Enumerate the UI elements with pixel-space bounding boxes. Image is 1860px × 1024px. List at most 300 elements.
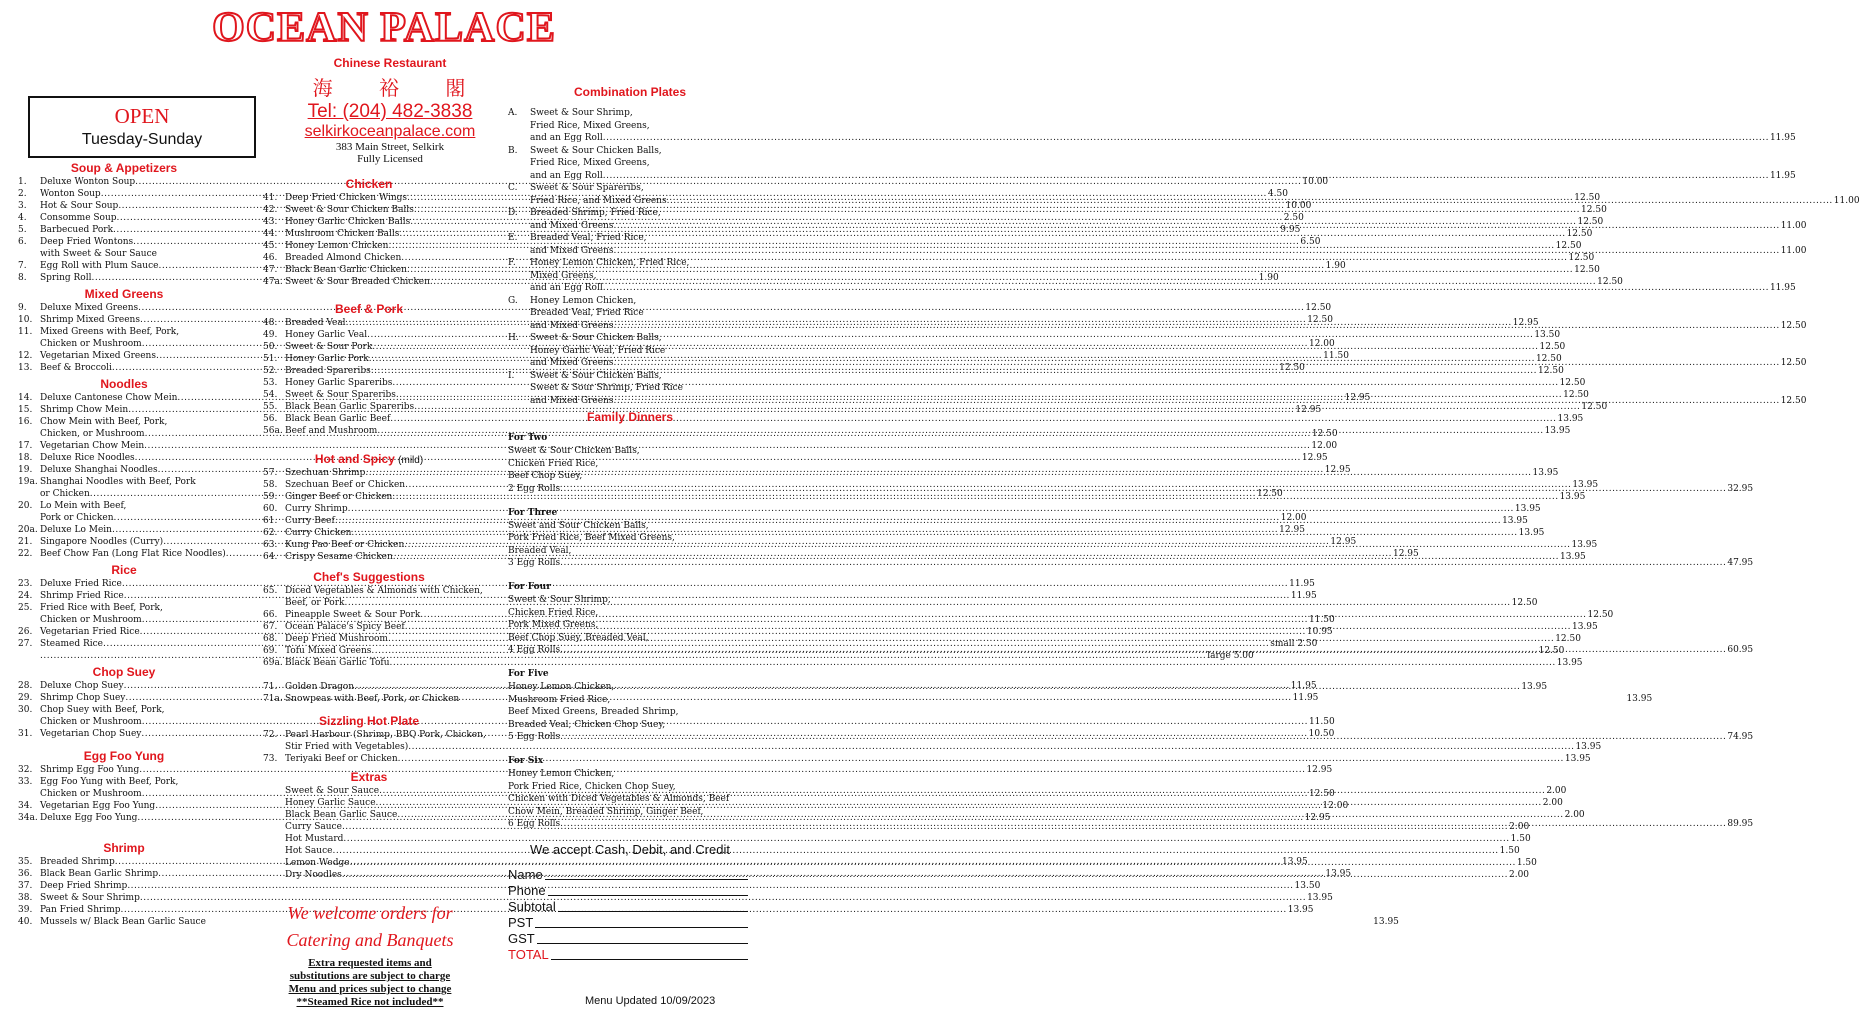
item-name: Mixed Greens with Beef, Pork, <box>40 327 180 337</box>
item-price: 2.00 <box>1546 786 1567 796</box>
leader-dots <box>613 357 1779 370</box>
item-price: 13.95 <box>1571 622 1598 632</box>
item-name: Beef, or Pork <box>285 598 345 608</box>
address: 383 Main Street, Selkirk <box>335 141 445 153</box>
total-field[interactable]: TOTAL <box>508 947 752 963</box>
section-heading: Chicken <box>345 177 393 191</box>
family-size: For Four <box>508 582 551 592</box>
note-line: Extra requested items and <box>308 957 432 969</box>
item-name: Shrimp Egg Foo Yung <box>40 765 140 775</box>
family-size: For Two <box>508 433 548 443</box>
section-heading: Family Dinners <box>586 410 674 424</box>
combo-letter: E. <box>508 233 518 243</box>
item-name: Consomme Soup <box>40 213 117 223</box>
item-price: 12.50 <box>1574 193 1601 203</box>
item-name: Pineapple Sweet & Sour Pork <box>285 610 421 620</box>
item-price: 13.95 <box>1626 694 1653 704</box>
menu-item <box>263 585 483 597</box>
item-price: 12.00 <box>1311 441 1338 451</box>
item-number: 19. <box>18 465 33 475</box>
item-number: 43. <box>263 217 278 227</box>
combo-price: 11.00 <box>1780 245 1807 256</box>
combo-text: and an Egg Roll <box>530 283 603 293</box>
item-price: 13.95 <box>1564 754 1591 764</box>
combo-text-wrap <box>530 245 1780 258</box>
item-name-wrap <box>285 527 1518 539</box>
item-price: 12.00 <box>1308 339 1335 349</box>
item-number: 34. <box>18 801 33 811</box>
item-price: 11.50 <box>1308 615 1335 625</box>
item-name-wrap <box>285 609 1587 621</box>
item-number: 18. <box>18 453 33 463</box>
item-name-wrap <box>285 264 1573 276</box>
item-number: 35. <box>18 857 33 867</box>
item-price: 2.00 <box>1509 822 1530 832</box>
family-price: 47.95 <box>1727 558 1754 568</box>
item-price: 12.95 <box>1330 537 1357 547</box>
combo-text-wrap <box>530 282 1769 295</box>
combo-text: Honey Lemon Chicken, Fried Rice, <box>530 258 690 268</box>
item-price: 12.50 <box>1581 402 1608 412</box>
item-price: 11.95 <box>1290 681 1317 691</box>
combo-text: Sweet & Sour Chicken Balls, <box>530 370 662 381</box>
item-name: Sweet & Sour Sauce <box>285 786 380 796</box>
item-name: Fried Rice with Beef, Pork, <box>40 603 163 613</box>
family-item: Chicken with Diced Vegetables & Almonds, Beef <box>508 794 730 804</box>
combo-text: Sweet & Sour Shrimp, Fried Rice <box>530 383 683 393</box>
combo-letter: A. <box>508 108 518 118</box>
combo-letter <box>508 195 530 208</box>
item-name: Shrimp Chop Suey <box>40 693 126 703</box>
item-price: 12.95 <box>1279 525 1305 535</box>
combo-text: Breaded Veal, Fried Rice <box>530 308 644 318</box>
item-name-wrap <box>285 597 1511 609</box>
item-name: Black Bean Garlic Shrimp <box>40 869 159 879</box>
item-number: 36. <box>18 869 33 879</box>
item-number: 68. <box>263 634 278 644</box>
combo-line <box>508 257 752 270</box>
item-name-wrap <box>285 785 1545 797</box>
item-number: 15. <box>18 405 33 415</box>
item-price: 12.95 <box>1295 405 1322 415</box>
leader-dots <box>603 282 1769 295</box>
item-name: Chop Suey with Beef, Pork, <box>40 705 165 715</box>
family-last: 3 Egg Rolls <box>508 558 561 568</box>
item-number: 44. <box>263 229 278 239</box>
combo-text-wrap <box>530 320 1780 333</box>
item-number <box>18 788 40 800</box>
combo-letter: H. <box>508 333 519 343</box>
item-number: 67. <box>263 622 278 632</box>
item-name: Shanghai Noodles with Beef, Pork <box>40 477 196 487</box>
item-name: Shrimp Mixed Greens <box>40 315 140 325</box>
item-name-wrap <box>285 797 1542 809</box>
item-price: 13.95 <box>1575 742 1602 752</box>
item-price: 12.50 <box>1305 303 1332 313</box>
item-number: 41. <box>263 193 278 203</box>
item-name-wrap <box>285 693 1625 705</box>
website-link[interactable]: selkirkoceanpalace.com <box>304 123 476 140</box>
family-last: 4 Egg Rolls <box>508 645 561 655</box>
item-price: 2.50 <box>1283 213 1304 223</box>
section-heading: Chef's Suggestions <box>313 570 425 584</box>
item-number: 57. <box>263 468 278 478</box>
item-name: Breaded Veal <box>285 318 346 328</box>
item-name: Deluxe Wonton Soup <box>40 177 136 187</box>
combo-text: Fried Rice, and Mixed Greens <box>530 195 667 206</box>
item-name: Hot & Sour Soup <box>40 201 119 211</box>
item-name: Mushroom Chicken Balls <box>285 229 400 239</box>
menu-item <box>263 729 486 741</box>
item-name: Wonton Soup <box>40 189 101 199</box>
item-price: 12.50 <box>1555 241 1582 251</box>
item-name: Honey Garlic Pork <box>285 354 369 364</box>
combo-line <box>508 182 752 195</box>
menu-item <box>18 704 230 716</box>
combo-line <box>508 207 752 220</box>
combo-line <box>508 332 752 345</box>
item-name: Pearl Harbour (Shrimp, BBQ Pork, Chicken, <box>285 730 486 740</box>
combo-letter <box>508 270 530 283</box>
item-price: 2.00 <box>1564 810 1585 820</box>
item-number: 63. <box>263 540 278 550</box>
item-name-wrap <box>285 341 1539 353</box>
family-item: Pork Fried Rice, Chicken Chop Suey, <box>508 781 676 792</box>
item-price: 13.95 <box>1287 905 1314 915</box>
family-item: Sweet & Sour Chicken Balls, <box>508 446 640 456</box>
item-name: Pork or Chicken <box>40 513 114 523</box>
item-name: Black Bean Garlic Spareribs <box>285 402 415 412</box>
item-name: Beef Chow Fan (Long Flat Rice Noodles) <box>40 549 226 559</box>
family-last: 2 Egg Rolls <box>508 483 561 494</box>
item-price: 12.50 <box>1256 489 1283 499</box>
item-name: or Chicken <box>40 489 90 499</box>
item-number: 58. <box>263 480 278 490</box>
item-name-wrap <box>285 681 1520 693</box>
item-price: 11.95 <box>1292 693 1319 703</box>
item-name: Singapore Noodles (Curry) <box>40 537 164 547</box>
family-item: Sweet and Sour Chicken Balls, <box>508 520 649 531</box>
item-name: Hot Mustard <box>285 834 344 844</box>
pst-field[interactable]: PST <box>508 915 752 931</box>
item-price: 11.95 <box>1290 591 1317 601</box>
combo-text: Honey Garlic Veal, Fried Rice <box>530 345 666 356</box>
item-number: 28. <box>18 681 33 691</box>
item-price: 9.95 <box>1280 225 1301 235</box>
family-price: 32.95 <box>1727 483 1754 494</box>
item-name: Deluxe Lo Mein <box>40 525 112 535</box>
item-number: 38. <box>18 893 33 903</box>
item-number: 4. <box>18 213 27 223</box>
item-name: Deluxe Egg Foo Yung <box>40 813 138 823</box>
item-price: 13.95 <box>1325 869 1352 879</box>
family-last-wrap <box>508 483 1726 495</box>
item-name: Pan Fried Shrimp <box>40 905 121 915</box>
section-heading: Sizzling Hot Plate <box>318 714 419 728</box>
item-price <box>486 729 487 741</box>
combo-letter: C. <box>508 183 518 193</box>
item-price: 1.50 <box>1499 846 1520 856</box>
item-number: 72. <box>263 730 278 740</box>
item-name: Shrimp Chow Mein <box>40 405 129 415</box>
menu-item <box>263 657 1583 669</box>
item-number: 52. <box>263 366 278 376</box>
combo-text: and Mixed Greens <box>530 395 614 406</box>
open-days: Tuesday-Sunday <box>81 131 203 148</box>
item-price <box>229 248 230 260</box>
family-item: Pork Mixed Greens, <box>508 620 599 630</box>
item-price: 13.95 <box>1559 492 1586 502</box>
item-number <box>18 716 40 728</box>
item-name: Dry Noodles <box>285 870 342 880</box>
family-last-wrap <box>508 557 1726 569</box>
item-price: 13.50 <box>1294 881 1321 891</box>
item-price: 13.95 <box>1556 658 1583 668</box>
item-number: 71a. <box>263 694 283 704</box>
item-price: 13.95 <box>1571 540 1598 550</box>
combo-text-wrap <box>530 270 752 283</box>
item-name-wrap <box>40 326 229 338</box>
item-price: 13.95 <box>1502 516 1528 526</box>
menu-item <box>18 500 230 512</box>
leader-dots <box>613 320 1779 333</box>
combo-price: 11.95 <box>1769 283 1796 293</box>
combo-line <box>508 145 752 158</box>
item-price: 12.50 <box>1511 598 1538 608</box>
combo-text: Fried Rice, Mixed Greens, <box>530 158 650 168</box>
combo-letter <box>508 395 530 408</box>
combo-letter <box>508 282 530 295</box>
leader-dots <box>560 483 1726 495</box>
item-number: 65. <box>263 586 278 596</box>
item-name: Deluxe Cantonese Chow Mein <box>40 393 178 403</box>
combo-text-wrap <box>530 357 1780 370</box>
item-number: 33. <box>18 777 33 787</box>
phone-link[interactable]: Tel: (204) 482-3838 <box>307 101 473 122</box>
combo-text-wrap <box>530 232 752 245</box>
family-item: Honey Lemon Chicken, <box>508 769 615 779</box>
combo-price: 12.50 <box>1780 358 1807 368</box>
section-heading: Rice <box>111 563 137 577</box>
subtotal-field[interactable]: Subtotal <box>508 899 752 915</box>
name-field[interactable]: Name <box>508 867 752 883</box>
item-name: Hot Sauce <box>285 846 333 856</box>
item-name-wrap <box>285 377 1559 389</box>
item-name: Deluxe Shanghai Noodles <box>40 465 158 475</box>
combo-text: and Mixed Greens <box>530 245 614 256</box>
combo-line <box>508 382 752 395</box>
item-name-wrap <box>40 248 229 260</box>
combo-letter <box>508 132 530 145</box>
family-item: Beef Chop Suey, Breaded Veal, <box>508 632 649 643</box>
item-name: Deluxe Fried Rice <box>40 579 122 589</box>
item-number: 20. <box>18 501 33 511</box>
combo-letter <box>508 357 530 370</box>
item-name-wrap <box>285 425 1544 437</box>
family-item: Chow Mein, Breaded Shrimp, Ginger Beef, <box>508 806 704 817</box>
combo-text-wrap <box>530 307 752 320</box>
combo-letter: I. <box>508 370 515 381</box>
item-price: 12.50 <box>1538 646 1565 656</box>
item-name: Honey Garlic Sauce <box>285 798 376 808</box>
section-heading: Combination Plates <box>573 85 686 99</box>
item-name: Szechuan Beef or Chicken <box>285 480 406 490</box>
item-number: 69. <box>263 646 278 656</box>
item-number: 11. <box>18 327 33 337</box>
item-name: Szechuan Shrimp <box>285 468 366 478</box>
combo-line <box>508 357 1807 370</box>
catering-message <box>255 900 485 954</box>
item-name: Deep Fried Shrimp <box>40 881 128 891</box>
item-number: 14. <box>18 393 33 403</box>
item-number: 61. <box>263 516 278 526</box>
item-number: 16. <box>18 417 33 427</box>
leader-dots <box>603 132 1769 145</box>
item-name: Snowpeas with Beef, Pork, or Chicken <box>285 694 460 704</box>
item-number: 48. <box>263 318 278 328</box>
phone-field[interactable]: Phone <box>508 883 752 899</box>
open-label: OPEN <box>114 104 170 128</box>
family-last: 6 Egg Rolls <box>508 819 561 829</box>
combo-letter <box>508 345 530 358</box>
item-price <box>229 416 230 428</box>
item-price: 12.50 <box>1311 429 1338 439</box>
restaurant-title: OCEAN PALACE <box>212 5 556 51</box>
item-price <box>229 326 230 338</box>
item-number <box>18 650 40 662</box>
combo-letter: B. <box>508 145 518 156</box>
item-number: 17. <box>18 441 33 451</box>
item-price: 12.50 <box>1308 789 1335 799</box>
item-name: Curry Chicken <box>285 528 352 538</box>
item-price: 12.50 <box>1535 354 1562 364</box>
item-name: Ocean Palace's Spicy Beef <box>285 622 405 632</box>
item-name-wrap <box>285 869 1508 881</box>
item-name: Honey Garlic Spareribs <box>285 378 393 388</box>
combo-text-wrap <box>530 295 752 308</box>
item-number: 9. <box>18 303 27 313</box>
item-name: Chicken or Mushroom <box>40 717 142 727</box>
item-price: 10.00 <box>1285 201 1312 211</box>
combo-text: Sweet & Sour Chicken Balls, <box>530 333 662 343</box>
menu-item <box>263 669 475 681</box>
item-name: Deep Fried Wontons <box>40 237 134 247</box>
gst-field[interactable]: GST <box>508 931 752 947</box>
item-price: 12.50 <box>1577 217 1604 227</box>
payment-note: We accept Cash, Debit, and Credit <box>530 842 730 857</box>
item-price: 13.95 <box>1307 893 1333 903</box>
item-name: Black Bean Garlic Beef <box>285 414 391 424</box>
combo-line <box>508 307 752 320</box>
family-item: Chicken Fried Rice, <box>508 458 599 469</box>
leader-dots <box>667 195 1833 208</box>
hours-box <box>28 96 256 158</box>
item-price: small 2.50 <box>1270 639 1318 649</box>
combo-letter <box>508 245 530 258</box>
item-price: 2.00 <box>1542 798 1563 808</box>
item-number: 5. <box>18 225 27 235</box>
item-price: 12.95 <box>1306 765 1333 775</box>
item-name: Vegetarian Mixed Greens <box>40 351 156 361</box>
section-heading: Extras <box>350 770 388 784</box>
item-price: 12.50 <box>1279 363 1305 373</box>
item-name-wrap <box>285 621 1571 633</box>
item-name-wrap <box>285 729 486 741</box>
item-number: 29. <box>18 693 33 703</box>
item-name: Teriyaki Beef or Chicken <box>285 754 398 764</box>
item-name-wrap <box>285 515 1501 527</box>
item-price: 11.50 <box>1308 717 1335 727</box>
item-name-wrap <box>285 753 1564 765</box>
menu-item <box>18 326 230 338</box>
item-price: 12.50 <box>1539 342 1566 352</box>
combo-price: 11.00 <box>1833 195 1860 206</box>
section-heading: Beef & Pork <box>334 302 404 316</box>
item-name-wrap <box>40 476 229 488</box>
item-name: Breaded Almond Chicken <box>285 253 402 263</box>
restaurant-subtitle: Chinese Restaurant <box>333 56 447 70</box>
item-price: 13.95 <box>1572 480 1599 490</box>
item-name-wrap <box>40 500 229 512</box>
item-price: 12.50 <box>1587 610 1614 620</box>
item-number: 66. <box>263 610 278 620</box>
item-number: 45. <box>263 241 278 251</box>
item-price <box>229 476 230 488</box>
item-number: 53. <box>263 378 278 388</box>
item-name: Deluxe Rice Noodles <box>40 453 135 463</box>
item-price: 10.00 <box>1302 177 1329 187</box>
item-price: 12.95 <box>1512 318 1539 328</box>
item-number <box>263 785 285 797</box>
item-price: 13.95 <box>1514 504 1541 514</box>
item-number <box>263 869 285 881</box>
item-name: Sweet & Sour Chicken Balls <box>285 205 414 215</box>
item-number: 25. <box>18 603 33 613</box>
item-number <box>263 845 285 857</box>
item-price: 12.50 <box>1538 366 1564 376</box>
item-name: Vegetarian Fried Rice <box>40 627 140 637</box>
item-name-wrap <box>40 416 229 428</box>
combo-text-wrap <box>530 257 752 270</box>
item-name: Chicken, or Mushroom <box>40 429 145 439</box>
item-number <box>263 857 285 869</box>
menu-item <box>18 892 1333 904</box>
combo-text: Breaded Shrimp, Fried Rice, <box>530 208 661 218</box>
item-name: Lo Mein with Beef, <box>40 501 127 511</box>
item-number: 13. <box>18 363 33 373</box>
item-number: 6. <box>18 237 27 247</box>
leader-dots <box>613 220 1779 233</box>
item-name-wrap <box>285 585 483 597</box>
item-number: 55. <box>263 402 278 412</box>
item-name: Diced Vegetables & Almonds with Chicken, <box>285 586 483 596</box>
item-price: 1.50 <box>1510 834 1531 844</box>
item-name: Honey Lemon Chicken <box>285 241 389 251</box>
menu-item <box>263 741 1602 753</box>
item-price: 2.00 <box>1508 870 1530 880</box>
item-price: 12.95 <box>1301 453 1328 463</box>
combo-text-wrap <box>530 132 1769 145</box>
notes-block <box>245 957 495 1009</box>
combo-text: Fried Rice, Mixed Greens, <box>530 120 650 131</box>
item-name: Breaded Spareribs <box>285 366 371 376</box>
combo-text: Honey Lemon Chicken, <box>530 295 637 306</box>
item-price: large 5.00 <box>1207 651 1254 661</box>
item-price: 4.50 <box>1267 189 1288 199</box>
item-name: Black Bean Garlic Sauce <box>285 810 398 820</box>
item-number: 46. <box>263 253 278 263</box>
item-price <box>229 704 230 716</box>
